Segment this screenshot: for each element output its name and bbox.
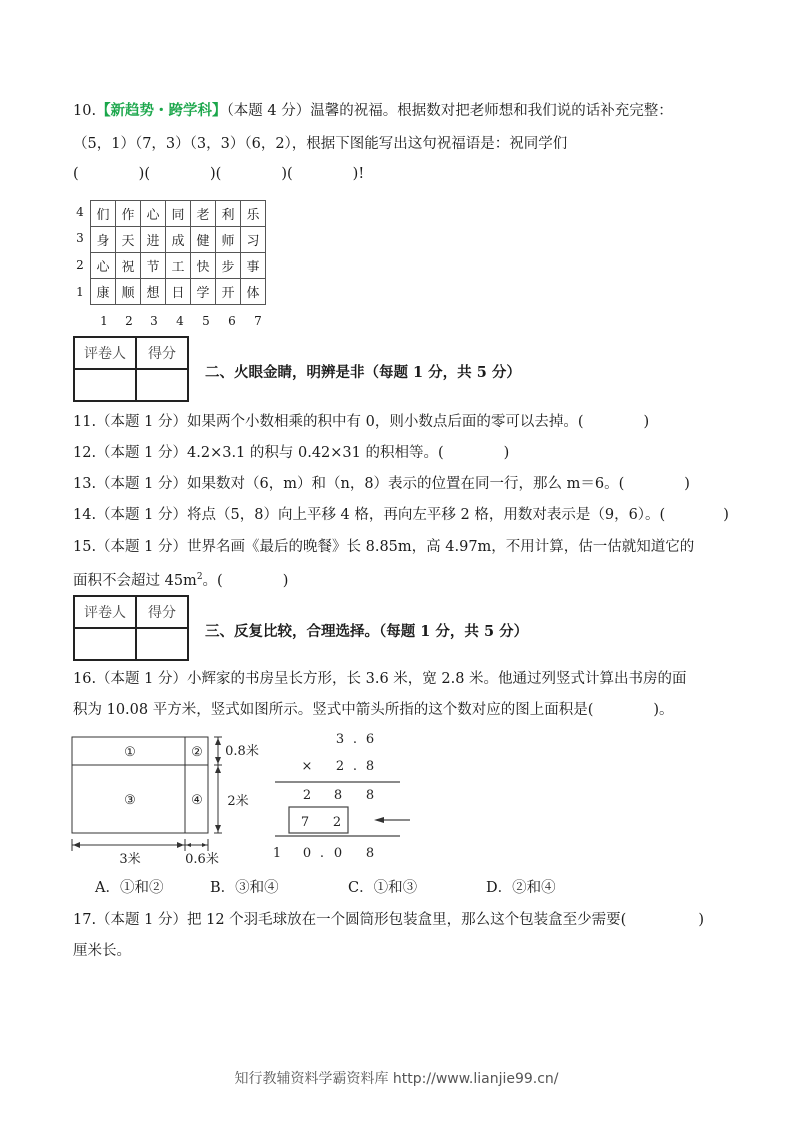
region-1-label: ① bbox=[124, 745, 136, 760]
q13 bbox=[73, 474, 690, 494]
col-label: 2 bbox=[125, 314, 133, 328]
option-b[interactable]: B．③和④ bbox=[210, 880, 279, 896]
region-2-label: ② bbox=[191, 745, 203, 760]
grader-field[interactable] bbox=[74, 628, 136, 660]
arrow-head bbox=[215, 738, 221, 745]
score-box bbox=[73, 336, 189, 402]
grid-cell: 快 bbox=[191, 253, 216, 279]
col-label: 3 bbox=[150, 314, 158, 328]
q10-answer-line bbox=[73, 164, 364, 184]
paren: ) bbox=[503, 445, 510, 461]
paren: )( bbox=[138, 166, 150, 182]
calc-digit: 6 bbox=[365, 732, 375, 747]
option-a[interactable]: A．①和② bbox=[95, 880, 164, 896]
grid-cell: 康 bbox=[91, 279, 116, 305]
calc-times: × bbox=[301, 759, 313, 774]
grid-row bbox=[91, 253, 266, 279]
calc-digit: 0 bbox=[302, 846, 312, 861]
grid-cell: 顺 bbox=[116, 279, 141, 305]
grid-cell: 步 bbox=[216, 253, 241, 279]
calc-digit: . bbox=[352, 759, 358, 774]
q10-text: （本题 4 分）温馨的祝福。根据数对把老师想和我们说的话补充完整： bbox=[226, 103, 673, 119]
col-label: 5 bbox=[202, 314, 210, 328]
col-label: 4 bbox=[176, 314, 184, 328]
grid-cell: 同 bbox=[166, 201, 191, 227]
grid-cell: 利 bbox=[216, 201, 241, 227]
section-title: 三、反复比较，合理选择。（每题 1 分，共 5 分） bbox=[205, 623, 529, 640]
arrow-head bbox=[186, 843, 191, 847]
grid-cell: 事 bbox=[241, 253, 266, 279]
q10-number: 10. bbox=[73, 103, 97, 119]
grid-cell: 老 bbox=[191, 201, 216, 227]
arrow-head bbox=[215, 766, 221, 773]
arrow-head bbox=[73, 842, 80, 848]
grid-cell: 们 bbox=[91, 201, 116, 227]
paren: )。 bbox=[653, 702, 674, 718]
q15-line2 bbox=[73, 567, 288, 591]
grid-cell: 想 bbox=[141, 279, 166, 305]
character-grid bbox=[90, 200, 266, 305]
calc-digit: 0 bbox=[333, 846, 343, 861]
grid-cell: 心 bbox=[141, 201, 166, 227]
dim-3m: 3米 bbox=[119, 852, 141, 867]
score-field[interactable] bbox=[136, 369, 188, 401]
calc-digit: 1 bbox=[272, 846, 282, 861]
q10-line1 bbox=[73, 101, 673, 121]
calc-digit: 2 bbox=[302, 788, 312, 803]
grid-cell: 工 bbox=[166, 253, 191, 279]
question-text: 13.（本题 1 分）如果数对（6，m）和（n，8）表示的位置在同一行，那么 m＝6。( bbox=[73, 476, 625, 492]
grid-cell: 习 bbox=[241, 227, 266, 253]
paren: ) bbox=[723, 507, 729, 523]
calc-digit: . bbox=[319, 846, 325, 861]
col-label: 1 bbox=[100, 314, 108, 328]
paren: )( bbox=[281, 166, 293, 182]
paren: )! bbox=[352, 166, 365, 182]
q10-tag: 【新趋势・跨学科】 bbox=[96, 103, 227, 119]
score-field[interactable] bbox=[136, 628, 188, 660]
grader-header: 评卷人 bbox=[74, 337, 136, 369]
option-c[interactable]: C．①和③ bbox=[348, 880, 418, 896]
row-label: 2 bbox=[76, 258, 84, 272]
grid-row bbox=[91, 227, 266, 253]
arrow-head bbox=[177, 842, 184, 848]
grid-cell: 心 bbox=[91, 253, 116, 279]
option-d[interactable]: D．②和④ bbox=[486, 880, 556, 896]
question-text: 积为 10.08 平方米，竖式如图所示。竖式中箭头所指的这个数对应的图上面积是( bbox=[73, 702, 594, 718]
q12 bbox=[73, 443, 509, 463]
grid-cell: 日 bbox=[166, 279, 191, 305]
row-label: 1 bbox=[76, 285, 84, 299]
q16-line2 bbox=[73, 700, 674, 720]
dim-0-6m: 0.6米 bbox=[185, 852, 219, 867]
grid-cell: 天 bbox=[116, 227, 141, 253]
arrow-head bbox=[202, 843, 207, 847]
q14 bbox=[73, 505, 729, 525]
row-label: 4 bbox=[76, 205, 84, 219]
paren: ) bbox=[698, 912, 704, 928]
calc-digit: 2 bbox=[332, 815, 342, 830]
arrow-head bbox=[215, 825, 221, 832]
grid-cell: 学 bbox=[191, 279, 216, 305]
question-text: 11.（本题 1 分）如果两个小数相乘的积中有 0，则小数点后面的零可以去掉。( bbox=[73, 414, 584, 430]
grid-cell: 节 bbox=[141, 253, 166, 279]
footer-watermark: 知行教辅资料学霸资料库 http://www.lianjie99.cn/ bbox=[234, 1071, 559, 1087]
paren: ) bbox=[282, 572, 289, 589]
paren: ) bbox=[684, 476, 690, 492]
q15-line1: 15.（本题 1 分）世界名画《最后的晚餐》长 8.85m，高 4.97m，不用计算，估一估就知道它的 bbox=[73, 539, 695, 555]
calc-digit: 2 bbox=[335, 759, 345, 774]
grid-cell: 体 bbox=[241, 279, 266, 305]
grid-row bbox=[91, 279, 266, 305]
area-diagram bbox=[60, 725, 260, 870]
paren: )( bbox=[210, 166, 222, 182]
score-header: 得分 bbox=[136, 596, 188, 628]
q17-line2: 厘米长。 bbox=[73, 943, 131, 959]
score-header: 得分 bbox=[136, 337, 188, 369]
col-label: 7 bbox=[254, 314, 262, 328]
question-text: 12.（本题 1 分）4.2×3.1 的积与 0.42×31 的积相等。( bbox=[73, 445, 444, 461]
grid-cell: 师 bbox=[216, 227, 241, 253]
row-label: 3 bbox=[76, 231, 84, 245]
calc-digit: 8 bbox=[365, 788, 375, 803]
superscript: 2 bbox=[196, 572, 203, 582]
question-text: 14.（本题 1 分）将点（5，8）向上平移 4 格，再向左平移 2 格，用数对表示是（9，6）。( bbox=[73, 507, 666, 523]
diagram-rect bbox=[72, 737, 208, 833]
grader-field[interactable] bbox=[74, 369, 136, 401]
region-3-label: ③ bbox=[124, 793, 136, 808]
question-text: 17.（本题 1 分）把 12 个羽毛球放在一个圆筒形包装盒里，那么这个包装盒至少需要( bbox=[73, 912, 627, 928]
grid-cell: 成 bbox=[166, 227, 191, 253]
region-4-label: ④ bbox=[191, 793, 203, 808]
q11 bbox=[73, 412, 649, 432]
grid-cell: 作 bbox=[116, 201, 141, 227]
dim-2m: 2米 bbox=[227, 794, 249, 809]
calc-digit: 8 bbox=[333, 788, 343, 803]
q17-line1 bbox=[73, 910, 704, 930]
grid-cell: 身 bbox=[91, 227, 116, 253]
q10-line2: （5，1）（7，3）（3，3）（6，2），根据下图能写出这句祝福语是：祝同学们 bbox=[73, 136, 568, 152]
grid-row bbox=[91, 201, 266, 227]
paren: ( bbox=[73, 166, 79, 182]
calc-digit: 3 bbox=[335, 732, 345, 747]
q16-line1: 16.（本题 1 分）小辉家的书房呈长方形，长 3.6 米，宽 2.8 米。他通过列竖式计算出书房的面 bbox=[73, 671, 687, 687]
question-text: 。( bbox=[202, 572, 223, 589]
calc-digit: 7 bbox=[300, 815, 310, 830]
score-box bbox=[73, 595, 189, 661]
question-text: 面积不会超过 45m bbox=[73, 572, 197, 589]
grid-cell: 乐 bbox=[241, 201, 266, 227]
calc-digit: 8 bbox=[365, 759, 375, 774]
grid-cell: 进 bbox=[141, 227, 166, 253]
arrow-head bbox=[215, 757, 221, 764]
pointer-arrow-icon bbox=[374, 817, 384, 823]
col-label: 6 bbox=[228, 314, 236, 328]
grader-header: 评卷人 bbox=[74, 596, 136, 628]
grid-cell: 祝 bbox=[116, 253, 141, 279]
section-title: 二、火眼金睛，明辨是非（每题 1 分，共 5 分） bbox=[205, 364, 521, 381]
vertical-calculation bbox=[260, 725, 430, 870]
calc-digit: . bbox=[352, 732, 358, 747]
calc-digit: 8 bbox=[365, 846, 375, 861]
grid-cell: 开 bbox=[216, 279, 241, 305]
grid-cell: 健 bbox=[191, 227, 216, 253]
dim-0-8m: 0.8米 bbox=[225, 744, 259, 759]
paren: ) bbox=[643, 414, 650, 430]
